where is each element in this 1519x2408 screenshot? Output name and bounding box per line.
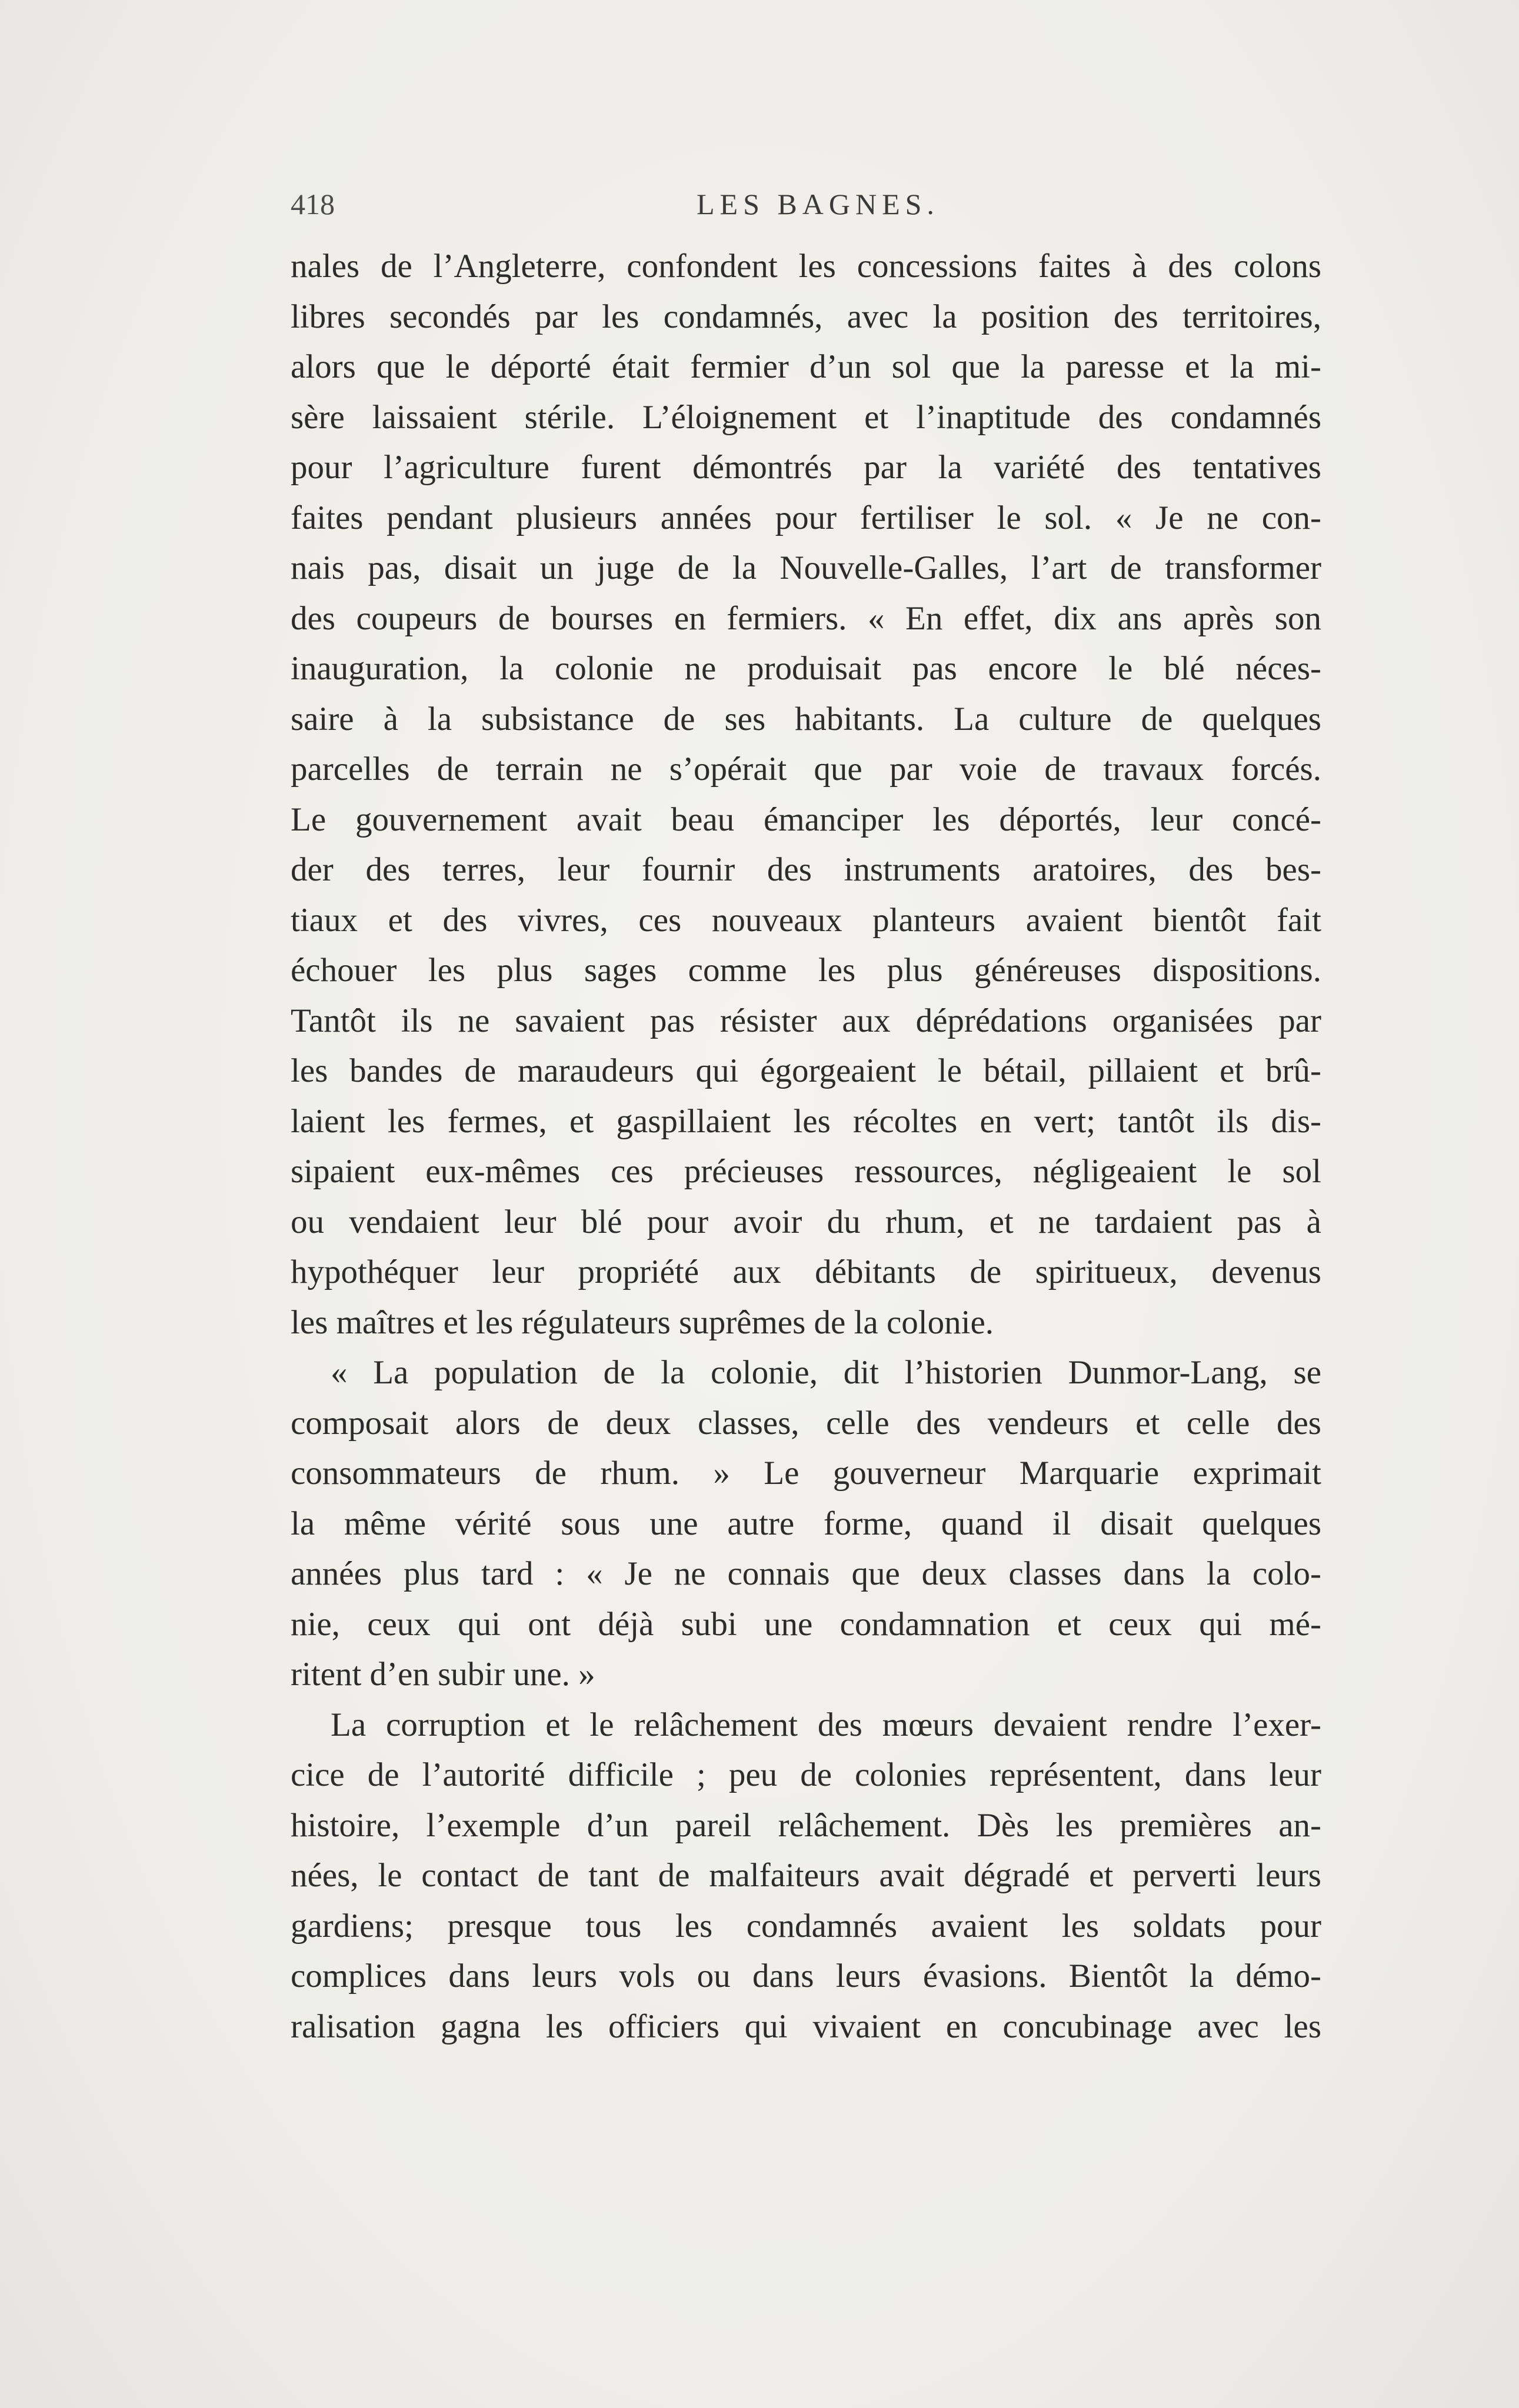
text-line: la même vérité sous une autre forme, quand il disait quelques <box>291 1505 1321 1542</box>
text-line: complices dans leurs vols ou dans leurs évasions. Bientôt la démo- <box>291 1957 1321 1995</box>
text-line: nie, ceux qui ont déjà subi une condamnation et ceux qui mé- <box>291 1605 1321 1643</box>
text-line: alors que le déporté était fermier d’un sol que la paresse et la mi- <box>291 348 1321 385</box>
running-head <box>291 187 1326 228</box>
text-line: ralisation gagna les officiers qui vivaient en concubinage avec les <box>291 2007 1321 2045</box>
running-title: LES BAGNES. <box>697 188 940 221</box>
text-line: nées, le contact de tant de malfaiteurs avait dégradé et perverti leurs <box>291 1857 1321 1894</box>
text-line: nais pas, disait un juge de la Nouvelle-Galles, l’art de transformer <box>291 549 1321 586</box>
text-line: gardiens; presque tous les condamnés avaient les soldats pour <box>291 1907 1321 1945</box>
text-line: der des terres, leur fournir des instruments aratoires, des bes- <box>291 851 1321 888</box>
text-line: faites pendant plusieurs années pour fertiliser le sol. « Je ne con- <box>291 499 1321 536</box>
text-line: laient les fermes, et gaspillaient les récoltes en vert; tantôt ils dis- <box>291 1102 1321 1140</box>
text-line: les maîtres et les régulateurs suprêmes de la colonie. <box>291 1303 994 1341</box>
text-line: échouer les plus sages comme les plus généreuses dispositions. <box>291 952 1321 989</box>
text-line: libres secondés par les condamnés, avec la position des territoires, <box>291 298 1321 335</box>
text-line: consommateurs de rhum. » Le gouverneur Marquarie exprimait <box>291 1455 1321 1492</box>
page-number: 418 <box>291 188 335 221</box>
text-line: Tantôt ils ne savaient pas résister aux déprédations organisées par <box>291 1002 1321 1039</box>
text-line: années plus tard : « Je ne connais que deux classes dans la colo- <box>291 1555 1321 1592</box>
body-text <box>291 241 1321 2052</box>
text-line: ritent d’en subir une. » <box>291 1656 595 1693</box>
text-line: saire à la subsistance de ses habitants. La culture de quelques <box>291 700 1321 738</box>
text-line: composait alors de deux classes, celle des vendeurs et celle des <box>291 1404 1321 1442</box>
text-line: parcelles de terrain ne s’opérait que par voie de travaux forcés. <box>291 751 1321 788</box>
text-line: inauguration, la colonie ne produisait pas encore le blé néces- <box>291 650 1321 687</box>
paragraph <box>291 1700 1321 2052</box>
text-line: tiaux et des vivres, ces nouveaux planteurs avaient bientôt fait <box>291 901 1321 939</box>
text-line: hypothéquer leur propriété aux débitants de spiritueux, devenus <box>291 1253 1321 1290</box>
text-line: sère laissaient stérile. L’éloignement et l’inaptitude des condamnés <box>291 398 1321 436</box>
text-line: La corruption et le relâchement des mœurs devaient rendre l’exer- <box>331 1706 1321 1743</box>
text-line: les bandes de maraudeurs qui égorgeaient le bétail, pillaient et brû- <box>291 1052 1321 1089</box>
text-line: nales de l’Angleterre, confondent les concessions faites à des colons <box>291 248 1321 285</box>
text-line: sipaient eux-mêmes ces précieuses ressources, négligeaient le sol <box>291 1153 1321 1190</box>
paragraph <box>291 241 1321 1348</box>
text-line: ou vendaient leur blé pour avoir du rhum, et ne tardaient pas à <box>291 1203 1321 1240</box>
paragraph <box>291 1348 1321 1700</box>
text-line: Le gouvernement avait beau émanciper les déportés, leur concé- <box>291 801 1321 838</box>
text-line: « La population de la colonie, dit l’historien Dunmor-Lang, se <box>331 1354 1321 1391</box>
text-line: histoire, l’exemple d’un pareil relâchement. Dès les premières an- <box>291 1806 1321 1844</box>
text-line: pour l’agriculture furent démontrés par la variété des tentatives <box>291 449 1321 486</box>
text-line: des coupeurs de bourses en fermiers. « En effet, dix ans après son <box>291 599 1321 637</box>
text-line: cice de l’autorité difficile ; peu de colonies représentent, dans leur <box>291 1756 1321 1793</box>
